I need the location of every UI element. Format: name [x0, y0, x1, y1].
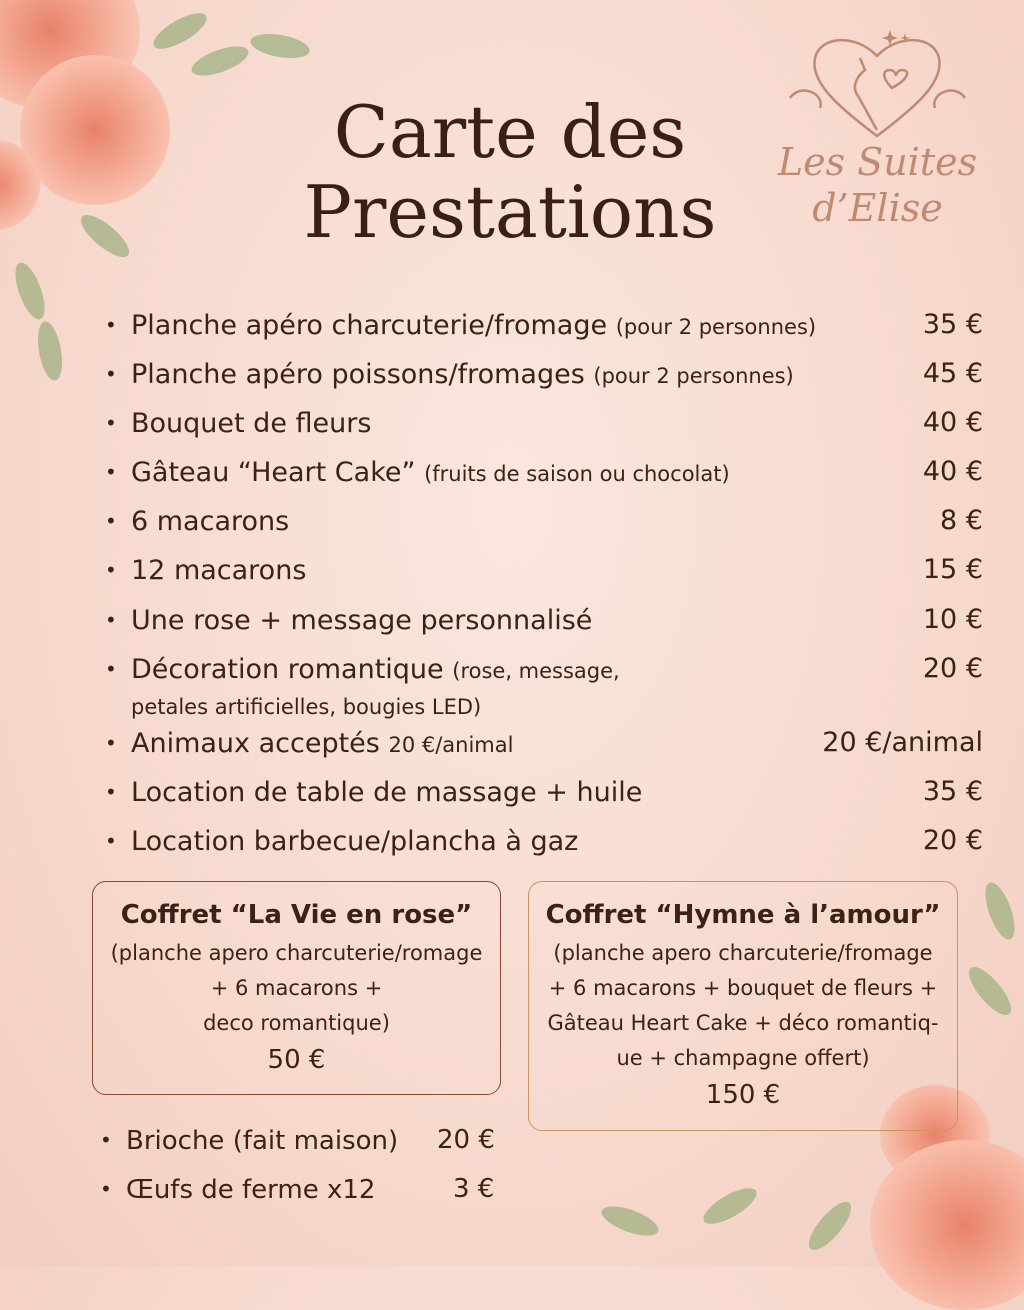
- item-detail: (rose, message,: [452, 659, 620, 683]
- item-price: 35 €: [922, 309, 983, 340]
- title-line-2: Prestations: [303, 170, 717, 254]
- leaf: [188, 40, 252, 81]
- bullet: •: [105, 313, 117, 337]
- item-price: 35 €: [922, 776, 983, 807]
- item-detail: (pour 2 personnes): [593, 364, 794, 388]
- bullet: •: [105, 657, 117, 681]
- extra-item: [100, 1173, 495, 1206]
- service-item: [105, 825, 983, 858]
- item-name: Une rose + message personnalisé: [131, 605, 593, 636]
- bullet: •: [105, 731, 117, 755]
- page-title: [260, 92, 760, 252]
- service-item: [105, 505, 983, 538]
- service-item: [105, 407, 983, 440]
- item-name: Décoration romantique: [131, 654, 444, 685]
- service-item: [105, 727, 983, 761]
- item-name: Location barbecue/plancha à gaz: [131, 826, 579, 857]
- leaf: [802, 1196, 857, 1256]
- item-detail-continued: petales artificielles, bougies LED): [131, 695, 482, 719]
- box-line: + 6 macarons +: [210, 976, 383, 1000]
- bullet: •: [100, 1177, 112, 1201]
- item-name: Planche apéro charcuterie/fromage: [131, 310, 608, 341]
- service-item: [105, 604, 983, 637]
- leaf: [598, 1200, 662, 1241]
- extra-name: Œufs de ferme x12: [126, 1175, 376, 1205]
- bullet: •: [105, 608, 117, 632]
- item-price: 45 €: [922, 358, 983, 389]
- item-price: 8 €: [940, 505, 983, 536]
- item-detail: 20 €/animal: [388, 733, 514, 757]
- logo-line-1: Les Suites: [777, 140, 978, 184]
- leaf: [34, 320, 66, 383]
- item-name: 12 macarons: [131, 555, 307, 586]
- service-item: [105, 309, 983, 343]
- title-line-1: Carte des: [333, 90, 687, 174]
- extra-item: [100, 1124, 495, 1157]
- service-item: [105, 554, 983, 587]
- box-price: 150 €: [705, 1080, 781, 1110]
- box-line: ue + champagne offert): [616, 1046, 870, 1070]
- leaf: [699, 1181, 762, 1230]
- heart-cat-icon: [770, 18, 985, 148]
- item-detail: (fruits de saison ou chocolat): [424, 462, 730, 486]
- coffret-box: [92, 881, 501, 1095]
- item-name: Planche apéro poissons/fromages: [131, 359, 585, 390]
- item-name: Location de table de massage + huile: [131, 777, 643, 808]
- item-price: 20 €: [922, 653, 983, 684]
- box-title: Coffret “La Vie en rose”: [120, 900, 473, 930]
- service-item: [105, 653, 983, 687]
- bullet: •: [105, 780, 117, 804]
- bullet: •: [100, 1128, 112, 1152]
- extra-name: Brioche (fait maison): [126, 1126, 399, 1156]
- leaf: [962, 961, 1017, 1021]
- leaf: [9, 259, 50, 323]
- box-title: Coffret “Hymne à l’amour”: [545, 900, 941, 930]
- rose: [20, 55, 170, 205]
- bullet: •: [105, 411, 117, 435]
- logo-line-2: d’Elise: [812, 186, 943, 230]
- box-line: deco romantique): [203, 1011, 390, 1035]
- leaf: [149, 6, 212, 55]
- item-price: 40 €: [922, 456, 983, 487]
- box-price: 50 €: [267, 1045, 326, 1075]
- item-price: 20 €: [922, 825, 983, 856]
- item-name: Animaux acceptés: [131, 728, 380, 759]
- box-line: Gâteau Heart Cake + déco romantiq-: [547, 1011, 939, 1035]
- logo: [770, 18, 985, 233]
- service-item: [105, 358, 983, 392]
- item-price: 10 €: [922, 604, 983, 635]
- leaf: [979, 879, 1020, 943]
- item-detail: (pour 2 personnes): [615, 315, 817, 339]
- item-price: 20 €/animal: [822, 727, 983, 758]
- item-name: Bouquet de fleurs: [131, 408, 372, 439]
- box-line: (planche apero charcuterie/romage: [110, 941, 483, 965]
- item-price: 40 €: [922, 407, 983, 438]
- bullet: •: [105, 509, 117, 533]
- box-line: (planche apero charcuterie/fromage: [553, 941, 933, 965]
- box-line: + 6 macarons + bouquet de fleurs +: [548, 976, 938, 1000]
- coffret-box: [528, 881, 958, 1131]
- bullet: •: [105, 829, 117, 853]
- extra-price: 3 €: [453, 1174, 495, 1204]
- item-name: Gâteau “Heart Cake”: [131, 457, 416, 488]
- item-name: 6 macarons: [131, 506, 290, 537]
- bullet: •: [105, 362, 117, 386]
- service-item: [105, 776, 983, 809]
- service-item: [105, 456, 983, 490]
- leaf: [75, 208, 135, 263]
- bullet: •: [105, 460, 117, 484]
- extra-price: 20 €: [437, 1125, 495, 1155]
- leaf: [249, 30, 312, 62]
- item-price: 15 €: [922, 554, 983, 585]
- bullet: •: [105, 558, 117, 582]
